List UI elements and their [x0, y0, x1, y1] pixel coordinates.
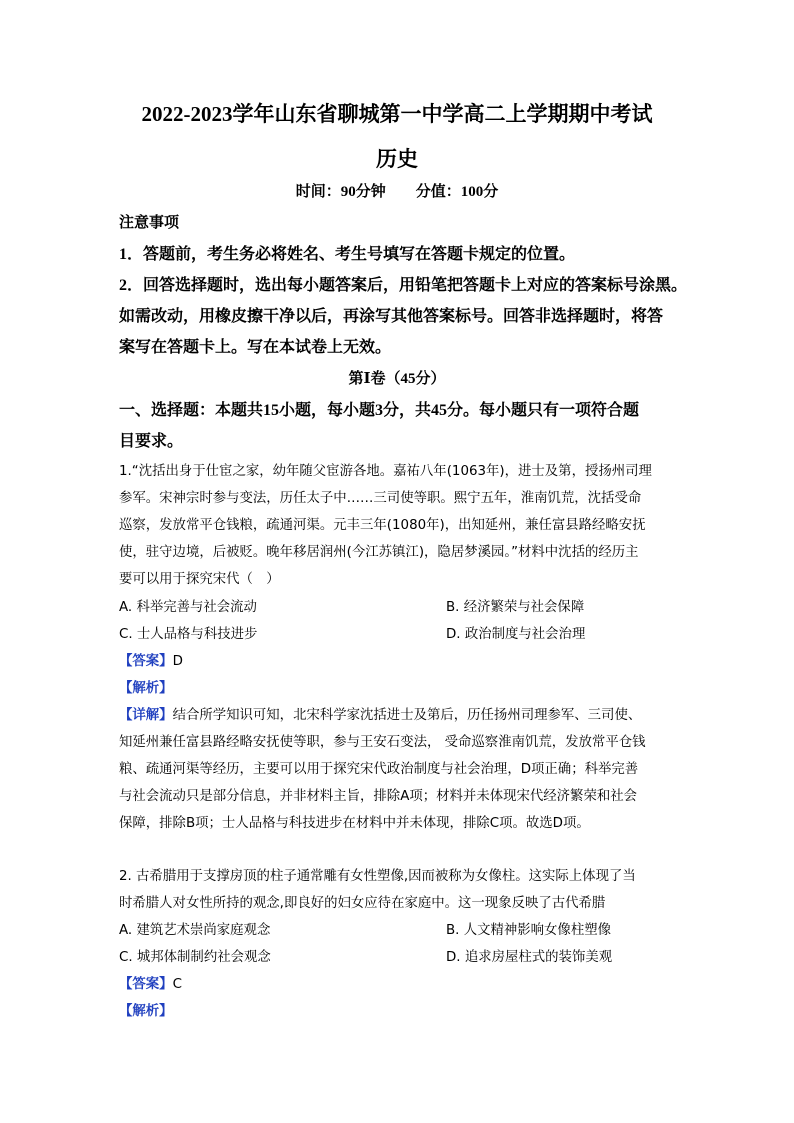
- q2-stem-line: 2. 古希腊用于支撑房顶的柱子通常雕有女性塑像,因而被称为女像柱。这实际上体现了当: [119, 869, 636, 884]
- notice-item-2-line-3: 案写在答题卡上。写在本试卷上无效。: [119, 339, 392, 356]
- answer-label: 【答案】: [119, 977, 173, 992]
- q1-option-d: D. 政治制度与社会治理: [446, 627, 586, 642]
- q1-answer: [119, 650, 183, 669]
- section-heading-line-2: 目要求。: [119, 433, 184, 450]
- time-score-line: 时间：90分钟 分值：100分: [295, 184, 499, 200]
- q1-detail-line: [119, 704, 641, 723]
- q2-option-c: C. 城邦体制制约社会观念: [119, 950, 271, 965]
- q1-stem-line: 要可以用于探究宋代（ ）: [119, 572, 280, 587]
- q2-option-d: D. 追求房屋柱式的装饰美观: [446, 950, 613, 965]
- q1-option-c: C. 士人品格与科技进步: [119, 627, 258, 642]
- answer-label: 【答案】: [119, 654, 173, 669]
- part-title: 第Ⅰ卷（45分）: [348, 371, 446, 387]
- section-heading-line-1: 一、选择题：本题共15小题，每小题3分，共45分。每小题只有一项符合题: [119, 402, 640, 419]
- q1-detail-line: 知延州兼任富县路经略安抚使等职，参与王安石变法， 受命巡察淮南饥荒，发放常平仓钱: [119, 735, 646, 750]
- answer-value: C: [172, 977, 182, 992]
- q1-detail-line: 粮、疏通河渠等经历，主要可以用于探究宋代政治制度与社会治理，D项正确；科举完善: [119, 762, 639, 777]
- answer-value: D: [172, 654, 183, 669]
- q1-detail-line: 保障，排除B项；士人品格与科技进步在材料中并未体现，排除C项。故选D项。: [119, 816, 590, 831]
- detail-text: 结合所学知识可知，北宋科学家沈括进士及第后，历任扬州司理参军、三司使、: [172, 708, 642, 723]
- q2-answer: [119, 973, 182, 992]
- notice-item-1: 1．答题前，考生务必将姓名、考生号填写在答题卡规定的位置。: [119, 246, 576, 263]
- q1-detail-line: 与社会流动只是部分信息，并非材料主旨，排除A项；材料并未体现宋代经济繁荣和社会: [119, 789, 638, 804]
- q1-stem-line: 使，驻守边境，后被贬。晚年移居润州(今江苏镇江)，隐居梦溪园。”材料中沈括的经历主: [119, 545, 639, 560]
- q1-stem-line: 1.“沈括出身于仕宦之家，幼年随父宦游各地。嘉祐八年(1063年)，进士及第，授扬州司理: [119, 464, 652, 479]
- q1-option-b: B. 经济繁荣与社会保障: [446, 600, 585, 615]
- q2-option-a: A. 建筑艺术崇尚家庭观念: [119, 923, 271, 938]
- q1-stem-line: 巡察，发放常平仓钱粮，疏通河渠。元丰三年(1080年)，出知延州，兼任富县路经略安抚: [119, 518, 646, 533]
- q2-option-b: B. 人文精神影响女像柱塑像: [446, 923, 611, 938]
- notice-heading: 注意事项: [119, 215, 180, 231]
- detail-label: 【详解】: [119, 708, 173, 723]
- q2-stem-line: 时希腊人对女性所持的观念,即良好的妇女应待在家庭中。这一现象反映了古代希腊: [119, 896, 606, 911]
- notice-item-2-line-2: 如需改动，用橡皮擦干净以后，再涂写其他答案标号。回答非选择题时，将答: [119, 308, 664, 325]
- subject-title: 历史: [376, 147, 418, 171]
- q1-option-a: A. 科举完善与社会流动: [119, 600, 257, 615]
- q1-analysis-label: 【解析】: [119, 681, 173, 696]
- exam-title: 2022-2023学年山东省聊城第一中学高二上学期期中考试: [141, 102, 653, 126]
- q2-analysis-label: 【解析】: [119, 1004, 173, 1019]
- q1-stem-line: 参军。宋神宗时参与变法，历任太子中……三司使等职。熙宁五年，淮南饥荒，沈括受命: [119, 491, 642, 506]
- notice-item-2-line-1: 2．回答选择题时，选出每小题答案后，用铅笔把答题卡上对应的答案标号涂黑。: [119, 277, 688, 294]
